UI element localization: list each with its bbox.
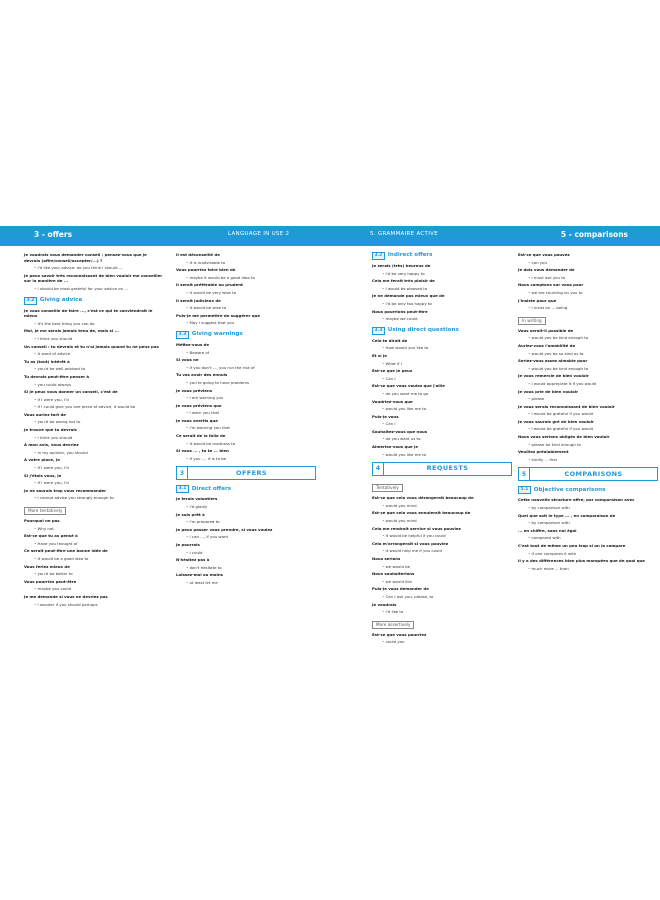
example: • It would be madness to — [186, 441, 316, 447]
example: • we would like — [382, 579, 512, 585]
entry: Vous pourriez faire bien de — [176, 267, 236, 273]
page-header-bar — [0, 226, 660, 246]
entry: Est-ce que je peux — [372, 368, 413, 374]
section-title: Using direct questions — [387, 326, 459, 333]
entry: Je vous saurais gré de bien vouloir — [518, 418, 594, 424]
example: • would you be kind enough to — [528, 335, 658, 341]
entry: Tu as (tout) intérêt à — [24, 358, 70, 364]
section-title: Giving advice — [39, 296, 83, 303]
entry: Quel que soit le type ... , en comparaison de — [518, 512, 616, 518]
entry: Je me demande si vous ne devriez pas — [24, 593, 108, 599]
example: • you'd be better to — [34, 571, 164, 577]
entry: Est-ce que cela vous ennuierait beaucoup de — [372, 510, 471, 516]
example: • would you be kind enough to — [528, 366, 658, 372]
example: • it would be very wise to — [186, 290, 316, 296]
example: • I'm prepared to — [186, 519, 316, 525]
section-heading — [24, 297, 164, 305]
entry: Je trouve que tu devrais — [24, 427, 77, 433]
entry: Je voudrais — [372, 601, 397, 607]
entry: Est-ce que vous pouvez — [518, 252, 570, 257]
entry: Nous serions — [372, 556, 401, 561]
example: • could you — [382, 639, 512, 645]
example: • by comparison with — [528, 505, 658, 511]
example: • I am warning you — [186, 395, 316, 401]
example: • don't hesitate to — [186, 565, 316, 571]
entry: Est-ce que tu as pensé à — [24, 533, 78, 539]
example: • I can ..., if you want — [186, 534, 316, 540]
chapter-number: 3 — [177, 467, 188, 479]
entry: Si j'étais vous, je — [24, 472, 62, 478]
column-2 — [176, 252, 316, 588]
entry: Nous souhaiterions — [372, 571, 415, 577]
section-number: 5.1 — [518, 486, 531, 494]
section-heading — [518, 486, 658, 494]
entry: Je peux savoir très reconnaissant de bien vouloir me conseiller sur la manière de ... — [24, 272, 163, 284]
entry: Puis-je vous demander de — [372, 586, 429, 592]
example: • we are counting on you to — [528, 290, 658, 296]
entry: Nous vous serions obligés de bien vouloir — [518, 434, 610, 440]
entry: Si vous ... , tu te ... bien — [176, 448, 229, 454]
column-4 — [518, 252, 658, 573]
entry: Ce serait de la folie de — [176, 433, 226, 439]
example: • I would be pleased to — [382, 286, 512, 292]
entry: Je vous prie de bien vouloir — [518, 388, 579, 394]
entry: Auriez-vous l'amabilité de — [518, 342, 576, 348]
chapter-number: 4 — [373, 463, 384, 475]
example: • Can I — [382, 421, 512, 427]
example: • I insist on ... being — [528, 305, 658, 311]
chapter-heading-requests — [372, 462, 512, 476]
entry: Je pourrais — [176, 542, 200, 547]
example: • Can I — [382, 376, 512, 382]
example: • It is inadvisable to — [186, 260, 316, 266]
entry: Vous pourriez peut-être — [24, 578, 77, 584]
example: • please be kind enough to — [528, 442, 658, 448]
entry: Méfiez-vous de — [176, 341, 209, 347]
example: • I think you should — [34, 336, 164, 342]
entry: Vous serait-il possible de — [518, 327, 574, 333]
chapter-title: OFFERS — [236, 468, 267, 477]
example: • much more ... than — [528, 566, 658, 572]
example: • I must ask you to — [528, 275, 658, 281]
entry: Je suis prêt à — [176, 511, 205, 517]
example: • A word of advice — [34, 351, 164, 357]
example: • maybe we could — [382, 316, 512, 322]
entry: Pourquoi ne pas — [24, 518, 60, 523]
example: • compared with — [528, 535, 658, 541]
example: • you're going to have problems — [186, 380, 316, 386]
entry: À mon avis, vous devriez — [24, 442, 79, 448]
entry: Puis-je me permettre de suggérer que — [176, 312, 261, 318]
section-title: Objective comparisons — [533, 486, 606, 493]
example: • in my opinion, you should — [34, 450, 164, 456]
example: • I'd like your advice: do you think I should ... — [34, 265, 164, 271]
example: • would you be so kind as to — [528, 351, 658, 357]
example: • can you — [528, 260, 658, 266]
entry: Nous pourrions peut-être — [372, 308, 428, 314]
example: • What if I — [382, 361, 512, 367]
entry: Puis-je vous — [372, 413, 399, 419]
section-number: 3.3 — [372, 327, 385, 335]
entry: Souhaitez-vous que nous — [372, 428, 428, 434]
chapter-title: COMPARISONS — [564, 469, 623, 478]
subsection-tab: In writing — [518, 317, 546, 325]
entry: Je vous préviens que — [176, 402, 222, 408]
column-3 — [372, 252, 512, 647]
example: • It would be helpful if you could — [382, 533, 512, 539]
example: • you could always — [34, 382, 164, 388]
entry: Cela me ferait très plaisir de — [372, 278, 435, 284]
entry: Cela m'arrangerait si vous pouviez — [372, 540, 449, 546]
example: • would you mind — [382, 503, 512, 509]
entry: Cette nouvelle structure offre, par comparaison avec — [518, 497, 635, 503]
example: • It's the best thing you can do — [34, 321, 164, 327]
entry: Un conseil : tu devrais et tu n'ai jamais quand tu ne peux pas — [24, 343, 159, 349]
example: • would you mind — [382, 518, 512, 524]
entry: Je ferais volontiers — [176, 496, 218, 502]
example: • you'd be well-advised to — [34, 366, 164, 372]
example: • If I were you, I'd — [34, 397, 164, 403]
entry: Je ne demande pas mieux que de — [372, 293, 445, 299]
example: • If I were you, I'd — [34, 480, 164, 486]
section-number: 3.1 — [176, 485, 189, 493]
entry: C'est tout de même un peu trop si on la compare — [518, 543, 626, 548]
example: • would you like me to — [382, 406, 512, 412]
section-title: Direct offers — [191, 485, 232, 492]
example: • I'd be only too happy to — [382, 301, 512, 307]
section-heading — [176, 331, 316, 339]
subsection-tab: More tentatively — [24, 507, 66, 515]
example: • I wonder if you should perhaps — [34, 602, 164, 608]
entry: Et si je — [372, 352, 387, 358]
entry: Il est déconseillé de — [176, 252, 220, 257]
example: • I'd be very happy to — [382, 271, 512, 277]
example: • Beware of — [186, 350, 316, 356]
example: • at least let me — [186, 580, 316, 586]
entry: Il y a des différences bien plus marquées que de quoi que — [518, 558, 645, 564]
example: • Why not — [34, 526, 164, 532]
entry: Je ne saurais trop vous recommander — [24, 487, 107, 493]
entry: Je dois vous demander de — [518, 267, 575, 273]
entry: Tu devrais peut-être penser à — [24, 373, 89, 379]
example: • Can I ask you, please, to — [382, 594, 512, 600]
example: • we would be — [382, 564, 512, 570]
example: • May I suggest that you — [186, 320, 316, 326]
example: • If one compares it with — [528, 551, 658, 557]
entry: Nous comptons sur vous pour — [518, 282, 584, 288]
entry: Cela me rendrait service si vous pouviez — [372, 525, 461, 531]
entry: Je serais (très) heureux de — [372, 263, 431, 268]
example: • I warn you that — [186, 410, 316, 416]
section-heading — [372, 327, 512, 335]
entry: J'insiste pour que — [518, 297, 557, 303]
entry: Vous auriez tort de — [24, 411, 66, 417]
entry: Je peux passer vous prendre, si vous voulez — [176, 526, 273, 532]
example: • How would you like to — [382, 345, 512, 351]
section-heading — [372, 252, 512, 260]
example: • It would be wise to — [186, 305, 316, 311]
entry: Veuillez préalablement — [518, 449, 569, 455]
entry: Moi, je me serais jamais tenu de, mais si ... — [24, 328, 119, 334]
entry: Je vous avertis que — [176, 417, 218, 423]
example: • If you don't ..., you run the risk of — [186, 365, 316, 371]
left-page-title: 3 - offers — [34, 230, 73, 239]
entry: Si je peux vous donner un conseil, c'est de — [24, 389, 118, 395]
chapter-number: 5 — [519, 468, 530, 480]
section-number: 3.2 — [372, 252, 385, 260]
entry: Il serait judicieux de — [176, 297, 221, 303]
example: • I should be most grateful for your advice on ... — [34, 286, 164, 292]
example: • It would help me if you could — [382, 548, 512, 554]
example: • I think you should — [34, 435, 164, 441]
example: • If I could give you one piece of advice, it would be — [34, 404, 164, 410]
entry: Est-ce que vous voulez que j'aille — [372, 383, 445, 389]
example: • I'd gladly — [186, 504, 316, 510]
entry: Si vous ne — [176, 357, 199, 363]
chapter-heading-offers — [176, 466, 316, 480]
example: • It would be a good idea to — [34, 556, 164, 562]
example: • I cannot advise you strongly enough to — [34, 495, 164, 501]
example: • by comparison with — [528, 520, 658, 526]
entry: Laissez-moi au moins — [176, 572, 223, 578]
entry: Je vous conseille de faire ..., c'est ce qui te conviendrait le mieux — [24, 307, 153, 319]
entry: À votre place, je — [24, 457, 60, 463]
section-number: 3.3 — [176, 331, 189, 339]
entry: Est-ce que cela vous dérangerait beaucoup de — [372, 495, 474, 501]
example: • I would appreciate it if you would — [528, 381, 658, 387]
example: • I would be grateful if you would — [528, 411, 658, 417]
example: • If I were you, I'd — [34, 465, 164, 471]
entry: Je vous remercie de bien vouloir — [518, 373, 589, 379]
example: • If you ..., it is to be — [186, 456, 316, 462]
entry: Tu vas avoir des ennuis — [176, 372, 228, 378]
example: • kindly ... first — [528, 457, 658, 463]
entry: N'hésitez pas à — [176, 557, 210, 563]
section-heading — [176, 485, 316, 493]
example: • please — [528, 396, 658, 402]
column-1 — [24, 252, 164, 609]
entry: Aimeriez-vous que je — [372, 444, 418, 450]
example: • do you want me to go — [382, 391, 512, 397]
example: • Have you thought of — [34, 541, 164, 547]
example: • maybe it would be a good idea to — [186, 275, 316, 281]
entry: Voudriez-vous que — [372, 398, 413, 404]
right-running-head: 5. GRAMMAIRE ACTIVE — [370, 231, 438, 237]
example: • I'm warning you that — [186, 425, 316, 431]
example: • do you want us to — [382, 436, 512, 442]
entry: Vous feriez mieux de — [24, 563, 70, 569]
example: • I would be grateful if you would — [528, 426, 658, 432]
subsection-tab: Tentatively — [372, 484, 403, 492]
example: • you'd be wrong not to — [34, 419, 164, 425]
section-title: Indirect offers — [387, 252, 433, 259]
example: • I'd like to — [382, 609, 512, 615]
example: • I could — [186, 550, 316, 556]
entry: Cela te dirait de — [372, 337, 408, 343]
subsection-tab: More assertively — [372, 621, 414, 629]
chapter-heading-comparisons — [518, 467, 658, 481]
entry: Je vous préviens — [176, 387, 213, 393]
chapter-title: REQUESTS — [426, 464, 469, 473]
entry: Je vous serais reconnaissant de bien vouloir — [518, 403, 615, 409]
entry: Est-ce que vous pourriez — [372, 631, 427, 637]
example: • would you like me to — [382, 452, 512, 458]
entry: Je voudrais vous demander conseil : pensez-vous que je devrais (offre/conseil/accepter/...) ? — [24, 252, 147, 263]
entry: Seriez-vous assez aimable pour — [518, 358, 588, 364]
entry: ... en chiffre, sans nul égal — [518, 527, 577, 533]
right-page-title: 5 - comparisons — [560, 230, 628, 239]
left-running-head: LANGUAGE IN USE 2 — [228, 231, 290, 237]
entry: Il serait préférable ou prudent — [176, 282, 243, 288]
entry: Ce serait peut-être une bonne idée de — [24, 548, 108, 554]
example: • maybe you could — [34, 586, 164, 592]
section-number: 3.2 — [24, 297, 37, 305]
section-title: Giving warnings — [191, 331, 243, 338]
